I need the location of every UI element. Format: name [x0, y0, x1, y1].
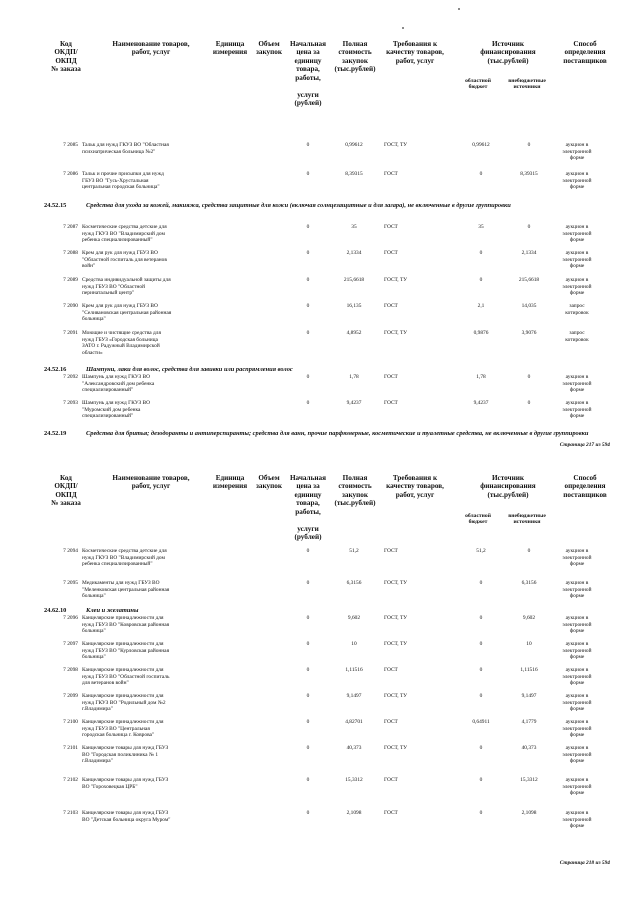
header-price: Начальная цена за единицу товара, работы, услуги (рублей) [289, 40, 327, 108]
order-number: 7 2093 [63, 400, 78, 406]
supplier-method: аукцион в электронной форме [562, 667, 592, 687]
order-number: 7 2089 [63, 277, 78, 283]
regional-budget: 0 [479, 745, 483, 751]
category-code: 24.52.15 [44, 202, 67, 209]
quality-requirements: ГОСТ, ТУ [384, 641, 408, 647]
unit-price: 0 [306, 277, 310, 283]
unit-price: 0 [306, 615, 310, 621]
item-name: Тальк для нужд ГКУЗ ВО "Областная психиатрическая больница №2" [82, 142, 169, 155]
header-code: Код ОКДП/ ОКПД № заказа [51, 474, 81, 508]
unit-price: 0 [306, 693, 310, 699]
header-source: Источник финансирования (тыс.рублей) [480, 474, 536, 499]
item-name: Крем для рук для нужд ГБУЗ ВО "Селивановская центральная районная больница" [82, 303, 172, 323]
item-name: Медикаменты для нужд ГБУЗ ВО "Меленковская центральная районная больница" [82, 580, 170, 600]
unit-price: 0 [306, 400, 310, 406]
item-name: Средства индивидуальной защиты для нужд ГБУЗ ВО "Областной перинатальный центр" [82, 277, 171, 297]
header-requirements: Требования к качеству товаров, работ, услуг [386, 474, 444, 499]
unit-price: 0 [306, 667, 310, 673]
item-name: Канцелярские принадлежности для нужд ГБУЗ ВО "Центральная городская больница г. Коврова" [82, 719, 164, 739]
total-cost: 4,82701 [345, 719, 363, 725]
header-source: Источник финансирования (тыс.рублей) [480, 40, 536, 65]
unit-price: 0 [306, 142, 310, 148]
supplier-method: запрос котировок [565, 330, 589, 343]
supplier-method: аукцион в электронной форме [562, 810, 592, 830]
document-page-217 [0, 0, 640, 452]
extrabudget-sources: 9,1497 [521, 693, 537, 699]
total-cost: 51,2 [349, 548, 359, 554]
header-unit: Единица измерения [212, 474, 248, 491]
quality-requirements: ГОСТ, ТУ [384, 745, 408, 751]
item-name: Тальк и прочие присыпки для нужд ГБУЗ ВО "Гусь-Хрустальная центральная городская больница" [82, 171, 164, 191]
supplier-method: аукцион в электронной форме [562, 400, 592, 420]
regional-budget: 0 [479, 810, 483, 816]
order-number: 7 2088 [63, 250, 78, 256]
order-number: 7 2092 [63, 374, 78, 380]
item-name: Моющие и чистящие средства для нужд ГБУЗ «Городская больница ЗАТО г. Радужный Владимирской области» [82, 330, 161, 356]
supplier-method: аукцион в электронной форме [562, 277, 592, 297]
order-number: 7 2085 [63, 142, 78, 148]
extrabudget-sources: 8,39315 [520, 171, 538, 177]
total-cost: 1,11516 [345, 667, 363, 673]
extrabudget-sources: 15,3312 [520, 777, 538, 783]
regional-budget: 0 [479, 777, 483, 783]
order-number: 7 2098 [63, 667, 78, 673]
category-code: 24.52.19 [44, 430, 67, 437]
regional-budget: 0 [479, 615, 483, 621]
quality-requirements: ГОСТ [384, 374, 398, 380]
header-method: Способ определения поставщиков [563, 474, 607, 499]
header-source-regional: областной бюджет [465, 513, 491, 526]
total-cost: 4,8952 [346, 330, 362, 336]
extrabudget-sources: 6,3156 [521, 580, 537, 586]
category-title: Средства для бритья; дезодоранты и антиперспиранты; средства для ванн, прочие парфюмерные, косметические и туалетные средства, не включенные в другие группировки [86, 430, 589, 437]
category-code: 24.62.10 [44, 607, 67, 614]
total-cost: 6,3156 [346, 580, 362, 586]
header-code: Код ОКДП/ ОКПД № заказа [51, 40, 81, 74]
total-cost: 2,1334 [346, 250, 362, 256]
quality-requirements: ГОСТ [384, 400, 398, 406]
supplier-method: аукцион в электронной форме [562, 548, 592, 568]
quality-requirements: ГОСТ, ТУ [384, 142, 408, 148]
unit-price: 0 [306, 171, 310, 177]
total-cost: 2,1098 [346, 810, 362, 816]
quality-requirements: ГОСТ [384, 777, 398, 783]
unit-price: 0 [306, 810, 310, 816]
supplier-method: аукцион в электронной форме [562, 374, 592, 394]
order-number: 7 2101 [63, 745, 78, 751]
extrabudget-sources: 14,035 [521, 303, 537, 309]
extrabudget-sources: 4,1779 [521, 719, 537, 725]
order-number: 7 2099 [63, 693, 78, 699]
supplier-method: аукцион в электронной форме [562, 719, 592, 739]
regional-budget: 0 [479, 580, 483, 586]
total-cost: 40,373 [346, 745, 362, 751]
header-requirements: Требования к качеству товаров, работ, услуг [386, 40, 444, 65]
quality-requirements: ГОСТ, ТУ [384, 580, 408, 586]
supplier-method: аукцион в электронной форме [562, 693, 592, 713]
category-title: Клеи и желатины [86, 607, 139, 614]
supplier-method: аукцион в электронной форме [562, 615, 592, 635]
scan-speck [458, 8, 460, 10]
regional-budget: 0 [479, 277, 483, 283]
header-total: Полная стоимость закупок (тыс.рублей) [334, 474, 376, 508]
unit-price: 0 [306, 719, 310, 725]
extrabudget-sources: 1,11516 [520, 667, 538, 673]
order-number: 7 2097 [63, 641, 78, 647]
extrabudget-sources: 0 [527, 374, 531, 380]
supplier-method: аукцион в электронной форме [562, 142, 592, 162]
order-number: 7 2095 [63, 580, 78, 586]
regional-budget: 0 [479, 171, 483, 177]
total-cost: 0,99612 [345, 142, 363, 148]
extrabudget-sources: 0 [527, 142, 531, 148]
category-title: Шампуни, лаки для волос, средства для завивки или распрямления волос [86, 366, 293, 373]
item-name: Косметические средства детские для нужд ГКУЗ ВО "Владимирский дом ребенка специализированный" [82, 548, 167, 568]
item-name: Канцелярские принадлежности для нужд ГБУЗ ВО "Областной госпиталь для ветеранов войн" [82, 667, 170, 687]
extrabudget-sources: 40,373 [521, 745, 537, 751]
unit-price: 0 [306, 777, 310, 783]
extrabudget-sources: 215,6618 [518, 277, 540, 283]
extrabudget-sources: 10 [526, 641, 532, 647]
supplier-method: аукцион в электронной форме [562, 224, 592, 244]
page-footer: Страница 218 из 594 [559, 860, 610, 866]
quality-requirements: ГОСТ [384, 250, 398, 256]
item-name: Канцелярские товары для нужд ГБУЗ ВО "Гороховецкая ЦРБ" [82, 777, 169, 790]
category-title: Средства для ухода за кожей, макияжа, средства защитные для кожи (включая солнцезащитные и для загара), не включенные в другие группировки [86, 202, 511, 209]
regional-budget: 35 [478, 224, 484, 230]
unit-price: 0 [306, 745, 310, 751]
total-cost: 35 [351, 224, 357, 230]
extrabudget-sources: 2,1334 [521, 250, 537, 256]
total-cost: 215,6618 [343, 277, 365, 283]
order-number: 7 2090 [63, 303, 78, 309]
extrabudget-sources: 0 [527, 224, 531, 230]
quality-requirements: ГОСТ [384, 719, 398, 725]
regional-budget: 0,99612 [472, 142, 490, 148]
item-name: Канцелярские принадлежности для нужд ГБУЗ ВО "Курловская районная больница" [82, 641, 170, 661]
item-name: Канцелярские принадлежности для нужд ГКУЗ ВО "Родильный дом №2 г.Владимира" [82, 693, 166, 713]
total-cost: 15,3312 [345, 777, 363, 783]
unit-price: 0 [306, 250, 310, 256]
header-volume: Объем закупок [256, 40, 282, 57]
extrabudget-sources: 3,9076 [521, 330, 537, 336]
supplier-method: аукцион в электронной форме [562, 745, 592, 765]
regional-budget: 51,2 [476, 548, 486, 554]
total-cost: 10 [351, 641, 357, 647]
unit-price: 0 [306, 641, 310, 647]
total-cost: 16,135 [346, 303, 362, 309]
supplier-method: запрос котировок [565, 303, 589, 316]
quality-requirements: ГОСТ [384, 667, 398, 673]
header-name: Наименование товаров, работ, услуг [112, 40, 190, 57]
document-page-218 [0, 452, 640, 905]
quality-requirements: ГОСТ, ТУ [384, 330, 408, 336]
header-total: Полная стоимость закупок (тыс.рублей) [334, 40, 376, 74]
item-name: Крем для рук для нужд ГБУЗ ВО "Областной госпиталь для ветеранов войн" [82, 250, 167, 270]
extrabudget-sources: 0 [527, 400, 531, 406]
supplier-method: аукцион в электронной форме [562, 641, 592, 661]
supplier-method: аукцион в электронной форме [562, 250, 592, 270]
quality-requirements: ГОСТ [384, 548, 398, 554]
order-number: 7 2100 [63, 719, 78, 725]
regional-budget: 1,78 [476, 374, 486, 380]
extrabudget-sources: 0 [527, 548, 531, 554]
unit-price: 0 [306, 224, 310, 230]
order-number: 7 2086 [63, 171, 78, 177]
header-method: Способ определения поставщиков [563, 40, 607, 65]
quality-requirements: ГОСТ [384, 810, 398, 816]
header-name: Наименование товаров, работ, услуг [112, 474, 190, 491]
order-number: 7 2102 [63, 777, 78, 783]
total-cost: 9,1497 [346, 693, 362, 699]
supplier-method: аукцион в электронной форме [562, 171, 592, 191]
quality-requirements: ГОСТ [384, 224, 398, 230]
regional-budget: 0,64911 [472, 719, 490, 725]
header-source-regional: областной бюджет [465, 78, 491, 91]
header-source-extrabudget: внебюджетные источники [508, 78, 546, 91]
regional-budget: 0 [479, 693, 483, 699]
regional-budget: 9,4237 [473, 400, 489, 406]
unit-price: 0 [306, 374, 310, 380]
order-number: 7 2103 [63, 810, 78, 816]
unit-price: 0 [306, 548, 310, 554]
header-price: Начальная цена за единицу товара, работы, услуги (рублей) [289, 474, 327, 542]
quality-requirements: ГОСТ [384, 171, 398, 177]
regional-budget: 2,1 [477, 303, 485, 309]
item-name: Канцелярские принадлежности для нужд ГБУЗ ВО "Ковровская районная больница" [82, 615, 170, 635]
total-cost: 8,39315 [345, 171, 363, 177]
item-name: Канцелярские товары для нужд ГБУЗ ВО "Городская поликлиника № 1 г.Владимира" [82, 745, 169, 765]
unit-price: 0 [306, 303, 310, 309]
quality-requirements: ГОСТ, ТУ [384, 615, 408, 621]
page-footer: Страница 217 из 594 [559, 442, 610, 448]
scan-speck [402, 27, 404, 29]
regional-budget: 0 [479, 667, 483, 673]
quality-requirements: ГОСТ [384, 303, 398, 309]
quality-requirements: ГОСТ, ТУ [384, 693, 408, 699]
item-name: Косметические средства детские для нужд ГКУЗ ВО "Владимирский дом ребенка специализированный" [82, 224, 167, 244]
supplier-method: аукцион в электронной форме [562, 580, 592, 600]
quality-requirements: ГОСТ, ТУ [384, 277, 408, 283]
total-cost: 9,4237 [346, 400, 362, 406]
order-number: 7 2094 [63, 548, 78, 554]
extrabudget-sources: 2,1098 [521, 810, 537, 816]
supplier-method: аукцион в электронной форме [562, 777, 592, 797]
regional-budget: 0,9876 [473, 330, 489, 336]
regional-budget: 0 [479, 250, 483, 256]
item-name: Канцелярские товары для нужд ГБУЗ ВО "Детская больница округа Муром" [82, 810, 171, 823]
unit-price: 0 [306, 330, 310, 336]
total-cost: 9,602 [347, 615, 361, 621]
regional-budget: 0 [479, 641, 483, 647]
item-name: Шампунь для нужд ГКУЗ ВО "Александровский дом ребенка специализированный" [82, 374, 155, 394]
header-volume: Объем закупок [256, 474, 282, 491]
order-number: 7 2096 [63, 615, 78, 621]
unit-price: 0 [306, 580, 310, 586]
extrabudget-sources: 9,602 [522, 615, 536, 621]
header-unit: Единица измерения [212, 40, 248, 57]
category-code: 24.52.16 [44, 366, 67, 373]
item-name: Шампунь для нужд ГКУЗ ВО "Муромский дом ребенка специализированный" [82, 400, 150, 420]
total-cost: 1,78 [349, 374, 359, 380]
order-number: 7 2091 [63, 330, 78, 336]
header-source-extrabudget: внебюджетные источники [508, 513, 546, 526]
order-number: 7 2087 [63, 224, 78, 230]
